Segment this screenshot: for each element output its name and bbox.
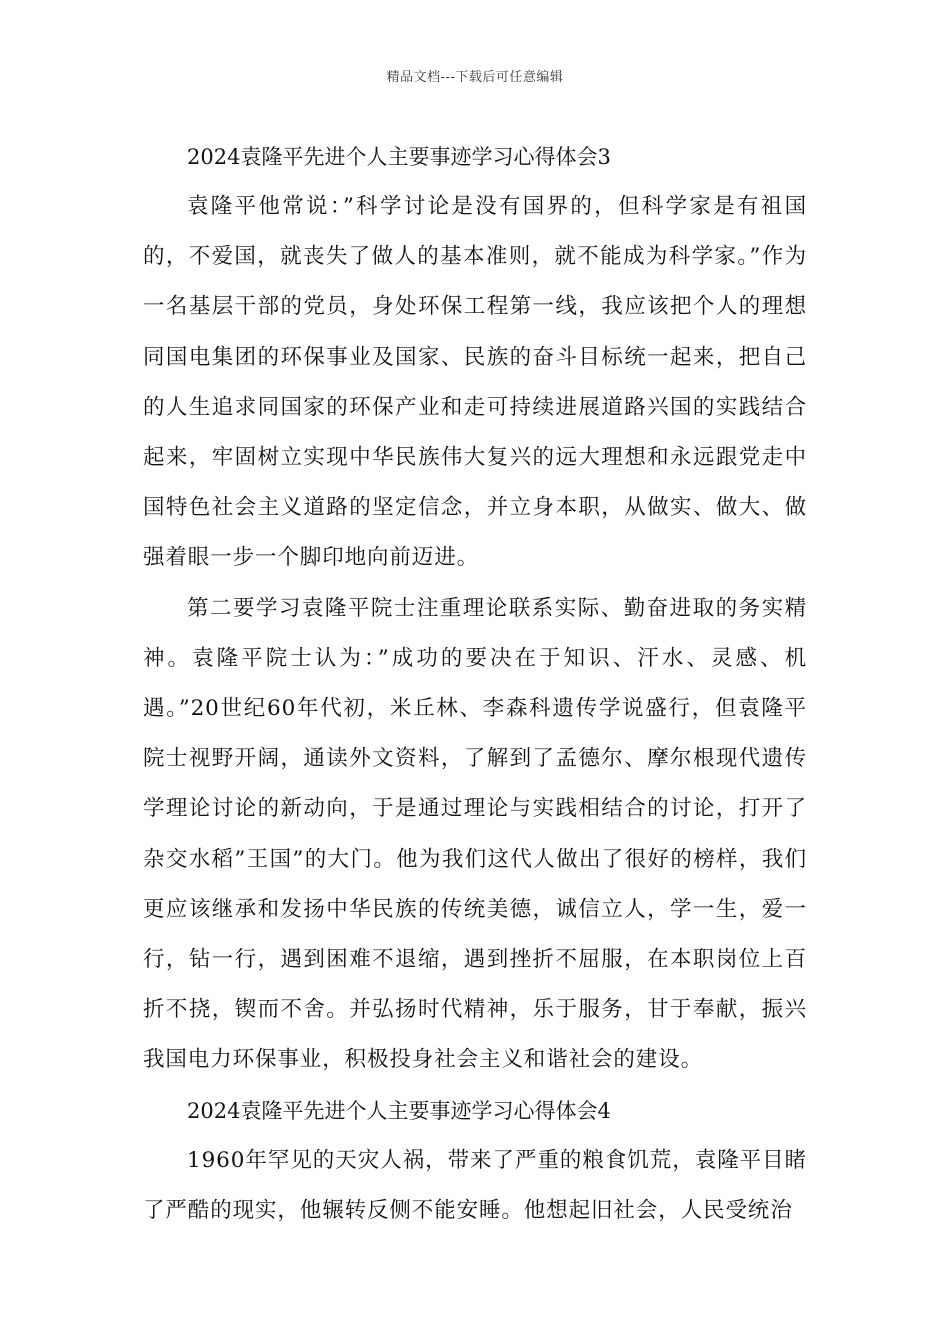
document-body	[143, 132, 807, 1236]
paragraph: 1960年罕见的天灾人祸，带来了严重的粮食饥荒，袁隆平目睹了严酷的现实，他辗转反侧不能安睡。他想起旧社会，人民受统治	[143, 1147, 807, 1223]
page-header: 精品文档---下载后可任意编辑	[386, 70, 564, 85]
section-heading-4: 2024袁隆平先进个人主要事迹学习心得体会4	[187, 1098, 611, 1123]
paragraph: 袁隆平他常说：”科学讨论是没有国界的，但科学家是有祖国的，不爱国，就丧失了做人的基本准则，就不能成为科学家。”作为一名基层干部的党员，身处环保工程第一线，我应该把个人的理想同国电集团的环保事业及国家、民族的奋斗目标统一起来，把自己的人生追求同国家的环保产业和走可持续进展道路兴国的实践结合起来，牢固树立实现中华民族伟大复兴的远大理想和永远跟党走中国特色社会主义道路的坚定信念，并立身本职，从做实、做大、做强着眼一步一个脚印地向前迈进。	[143, 194, 807, 571]
section-heading-3: 2024袁隆平先进个人主要事迹学习心得体会3	[187, 145, 611, 169]
paragraph: 第二要学习袁隆平院士注重理论联系实际、勤奋进取的务实精神。袁隆平院士认为：”成功的要决在于知识、汗水、灵感、机遇。”20世纪60年代初，米丘林、李森科遗传学说盛行，但袁隆平院士视野开阔，通读外文资料，了解到了孟德尔、摩尔根现代遗传学理论讨论的新动向，于是通过理论与实践相结合的讨论，打开了杂交水稻”王国”的大门。他为我们这代人做出了很好的榜样，我们更应该继承和发扬中华民族的传统美德，诚信立人，学一生，爱一行，钻一行，遇到困难不退缩，遇到挫折不屈服，在本职岗位上百折不挠，锲而不舍。并弘扬时代精神，乐于服务，甘于奉献，振兴我国电力环保事业，积极投身社会主义和谐社会的建设。	[143, 595, 807, 1073]
